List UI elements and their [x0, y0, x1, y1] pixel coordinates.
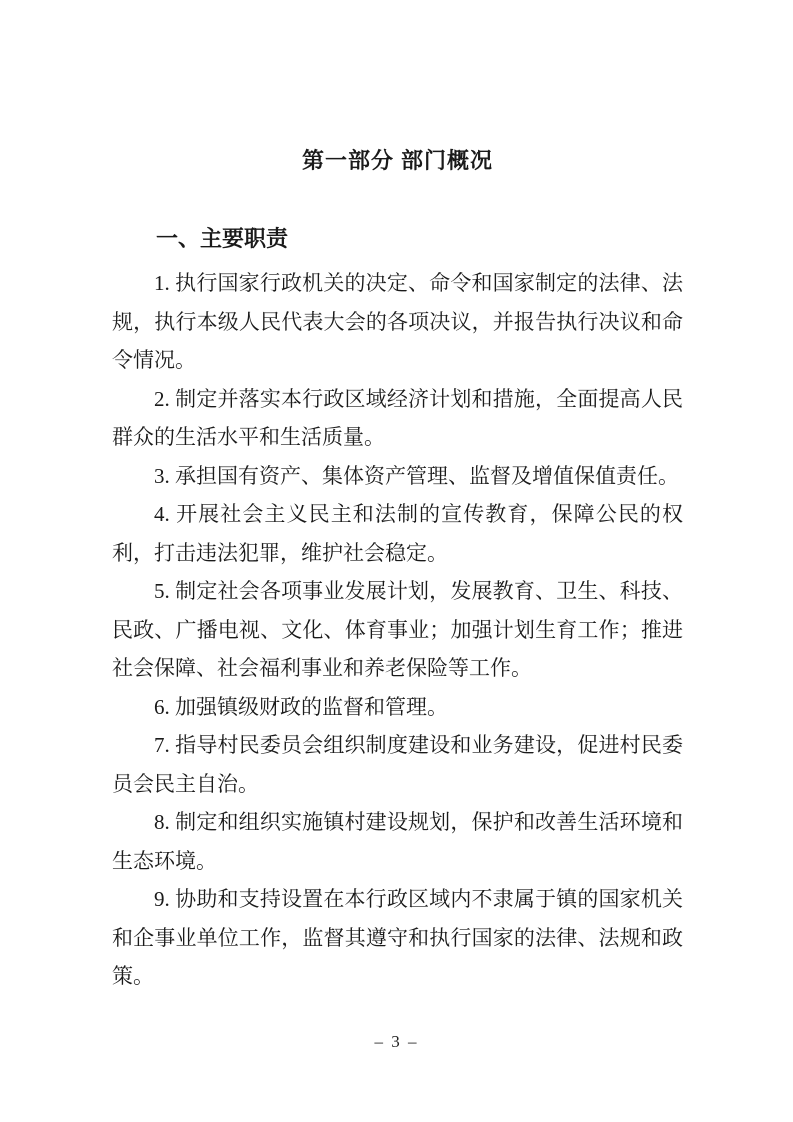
paragraph: 7. 指导村民委员会组织制度建设和业务建设，促进村民委员会民主自治。	[112, 733, 683, 796]
paragraph: 4. 开展社会主义民主和法制的宣传教育，保障公民的权利，打击违法犯罪，维护社会稳定。	[112, 502, 683, 565]
paragraph: 3. 承担国有资产、集体资产管理、监督及增值保值责任。	[154, 463, 679, 488]
section-heading: 一、主要职责	[156, 226, 289, 251]
paragraph: 8. 制定和组织实施镇村建设规划，保护和改善生活环境和生态环境。	[112, 810, 683, 873]
paragraph: 2. 制定并落实本行政区域经济计划和措施，全面提高人民群众的生活水平和生活质量。	[112, 386, 683, 449]
paragraph: 9. 协助和支持设置在本行政区域内不隶属于镇的国家机关和企事业单位工作，监督其遵守和执行国家的法律、法规和政策。	[112, 887, 683, 988]
page-number: – 3 –	[374, 1032, 419, 1051]
paragraph: 5. 制定社会各项事业发展计划，发展教育、卫生、科技、民政、广播电视、文化、体育事业；加强计划生育工作；推进社会保障、社会福利事业和养老保险等工作。	[112, 579, 683, 680]
paragraph-list	[112, 264, 683, 996]
page-title: 第一部分 部门概况	[301, 148, 494, 173]
paragraph: 1. 执行国家行政机关的决定、命令和国家制定的法律、法规，执行本级人民代表大会的各项决议，并报告执行决议和命令情况。	[112, 271, 683, 372]
paragraph: 6. 加强镇级财政的监督和管理。	[154, 694, 448, 719]
